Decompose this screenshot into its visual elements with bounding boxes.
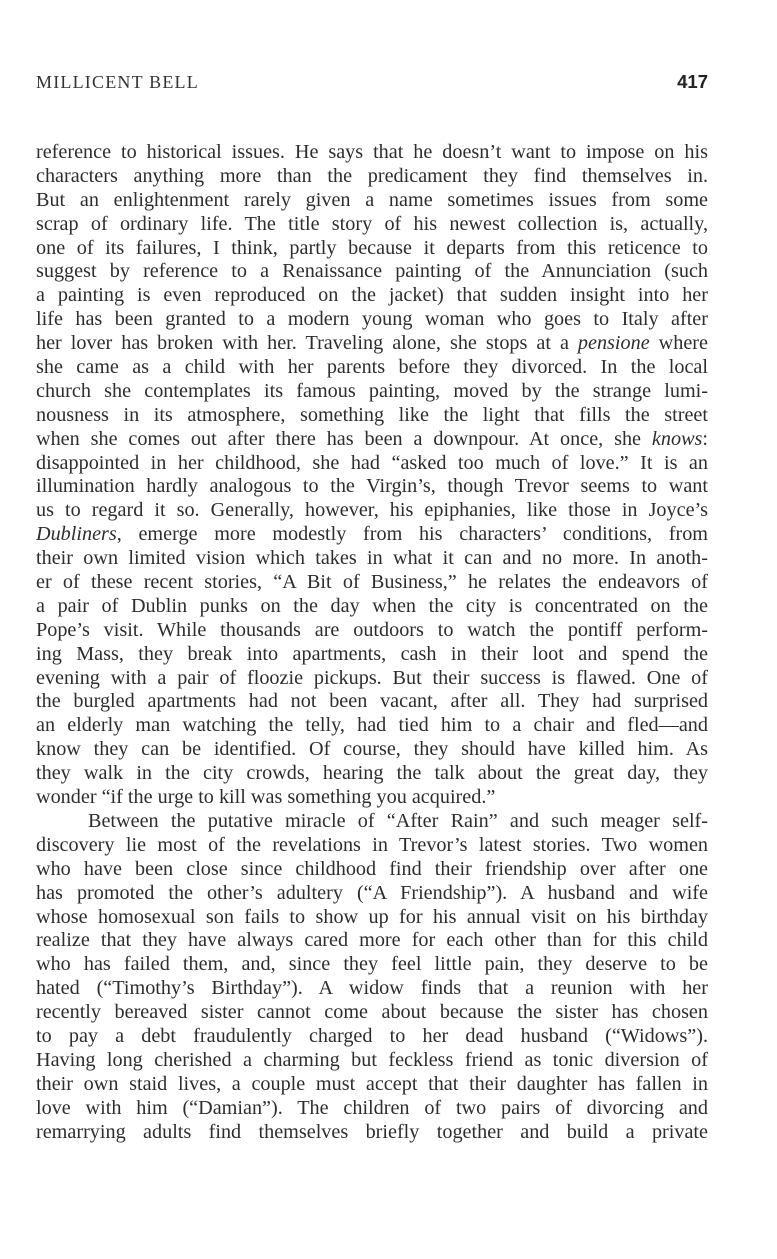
- text-segment: whose homosexual son fails to show up for his annual visit on his birthday: [36, 905, 708, 928]
- text-segment: to pay a debt fraudulently charged to her dead husband (“Widows”).: [36, 1024, 708, 1047]
- text-segment: suggest by reference to a Renaissance painting of the Annunciation (such: [36, 260, 708, 283]
- text-line: [36, 404, 708, 428]
- text-line: [36, 810, 708, 834]
- text-line: [36, 690, 708, 714]
- text-line: [36, 714, 708, 738]
- text-segment: church she contemplates its famous painting, moved by the strange lumi-: [36, 379, 708, 402]
- text-segment: reference to historical issues. He says that he doesn’t want to impose on his: [36, 141, 708, 163]
- text-segment: Pope’s visit. While thousands are outdoors to watch the pontiff perform-: [36, 618, 708, 641]
- text-segment: Having long cherished a charming but feckless friend as tonic diversion of: [36, 1048, 708, 1071]
- text-line: [36, 571, 708, 595]
- text-segment: they walk in the city crowds, hearing the talk about the great day, they: [36, 762, 708, 785]
- text-segment: one of its failures, I think, partly because it departs from this reticence to: [36, 236, 708, 259]
- text-line: [36, 452, 708, 476]
- text-line: [36, 141, 708, 165]
- text-segment: characters anything more than the predicament they find themselves in.: [36, 164, 708, 187]
- text-segment: ing Mass, they break into apartments, cash in their loot and spend the: [36, 642, 708, 665]
- text-segment: remarrying adults find themselves briefly together and build a private: [36, 1120, 708, 1143]
- text-line: [36, 1001, 708, 1025]
- text-segment: But an enlightenment rarely given a name sometimes issues from some: [36, 188, 708, 211]
- text-line: [36, 762, 708, 786]
- text-line: [36, 165, 708, 189]
- text-line: [36, 929, 708, 953]
- text-segment: their own limited vision which takes in what it can and no more. In anoth-: [36, 547, 708, 570]
- text-line: [36, 380, 708, 404]
- text-line: [36, 237, 708, 261]
- text-segment: a painting is even reproduced on the jacket) that sudden insight into her: [36, 284, 708, 307]
- text-line: [36, 308, 708, 332]
- text-line: [36, 882, 708, 906]
- text-segment: their own staid lives, a couple must accept that their daughter has fallen in: [36, 1072, 708, 1095]
- text-line: [36, 332, 708, 356]
- italic-text-segment: pensione: [577, 332, 650, 355]
- text-line: [36, 786, 708, 810]
- text-segment: a pair of Dublin punks on the day when the city is concentrated on the: [36, 594, 708, 617]
- text-line: [36, 260, 708, 284]
- text-segment: an elderly man watching the telly, had tied him to a chair and fled—and: [36, 714, 708, 737]
- text-line: [36, 356, 708, 380]
- text-segment: us to regard it so. Generally, however, his epiphanies, like those in Joyce’s: [36, 499, 708, 522]
- text-line: [36, 667, 708, 691]
- text-segment: realize that they have always cared more for each other than for this child: [36, 929, 708, 952]
- text-segment: er of these recent stories, “A Bit of Business,” he relates the endeavors of: [36, 571, 708, 594]
- text-segment: when she comes out after there has been a downpour. At once, she: [36, 427, 652, 450]
- text-line: [36, 284, 708, 308]
- text-line: [36, 213, 708, 237]
- text-segment: her lover has broken with her. Traveling alone, she stops at a: [36, 332, 578, 355]
- text-segment: evening with a pair of floozie pickups. But their success is flawed. One of: [36, 666, 708, 689]
- text-segment: illumination hardly analogous to the Virgin’s, though Trevor seems to want: [36, 475, 708, 498]
- text-segment: :: [702, 427, 708, 450]
- text-segment: life has been granted to a modern young woman who goes to Italy after: [36, 308, 708, 331]
- text-line: [36, 906, 708, 930]
- text-line: [36, 1025, 708, 1049]
- text-segment: she came as a child with her parents before they divorced. In the local: [36, 356, 708, 379]
- text-segment: love with him (“Damian”). The children of two pairs of divorcing and: [36, 1096, 708, 1119]
- text-segment: disappointed in her childhood, she had “asked too much of love.” It is an: [36, 451, 708, 474]
- text-line: [36, 1121, 708, 1145]
- text-segment: Between the putative miracle of “After Rain” and such meager self-: [88, 809, 708, 832]
- text-line: [36, 499, 708, 523]
- text-line: [36, 858, 708, 882]
- text-line: [36, 953, 708, 977]
- text-line: [36, 547, 708, 571]
- text-line: [36, 1073, 708, 1097]
- text-line: [36, 1097, 708, 1121]
- text-segment: hated (“Timothy’s Birthday”). A widow finds that a reunion with her: [36, 977, 708, 1000]
- text-line: [36, 595, 708, 619]
- running-head-author: MILLICENT BELL: [36, 72, 199, 92]
- text-line: [36, 643, 708, 667]
- text-segment: nousness in its atmosphere, something like the light that fills the street: [36, 403, 708, 426]
- text-line: [36, 428, 708, 452]
- text-line: [36, 523, 708, 547]
- text-line: [36, 977, 708, 1001]
- page-number: 417: [677, 71, 708, 92]
- text-line: [36, 189, 708, 213]
- text-line: [36, 738, 708, 762]
- text-line: [36, 475, 708, 499]
- italic-text-segment: knows: [651, 427, 703, 450]
- text-line: [36, 834, 708, 858]
- text-segment: where: [649, 332, 708, 355]
- text-segment: , emerge more modestly from his characters’ conditions, from: [116, 523, 708, 546]
- text-segment: who has failed them, and, since they feel little pain, they deserve to be: [36, 953, 708, 976]
- text-line: [36, 619, 708, 643]
- text-line: [36, 1049, 708, 1073]
- text-segment: the burgled apartments had not been vacant, after all. They had surprised: [36, 690, 708, 713]
- italic-text-segment: Dubliners: [36, 523, 117, 546]
- text-segment: know they can be identified. Of course, they should have killed him. As: [36, 738, 708, 761]
- text-segment: scrap of ordinary life. The title story of his newest collection is, actually,: [36, 212, 708, 235]
- text-segment: who have been close since childhood find their friendship over after one: [36, 857, 708, 880]
- body-text: [36, 141, 708, 1144]
- text-segment: has promoted the other’s adultery (“A Friendship”). A husband and wife: [36, 881, 708, 904]
- text-segment: recently bereaved sister cannot come about because the sister has chosen: [36, 1001, 708, 1024]
- running-head: [36, 72, 708, 102]
- text-segment: discovery lie most of the revelations in Trevor’s latest stories. Two women: [36, 833, 708, 856]
- text-segment: wonder “if the urge to kill was something you acquired.”: [36, 786, 496, 809]
